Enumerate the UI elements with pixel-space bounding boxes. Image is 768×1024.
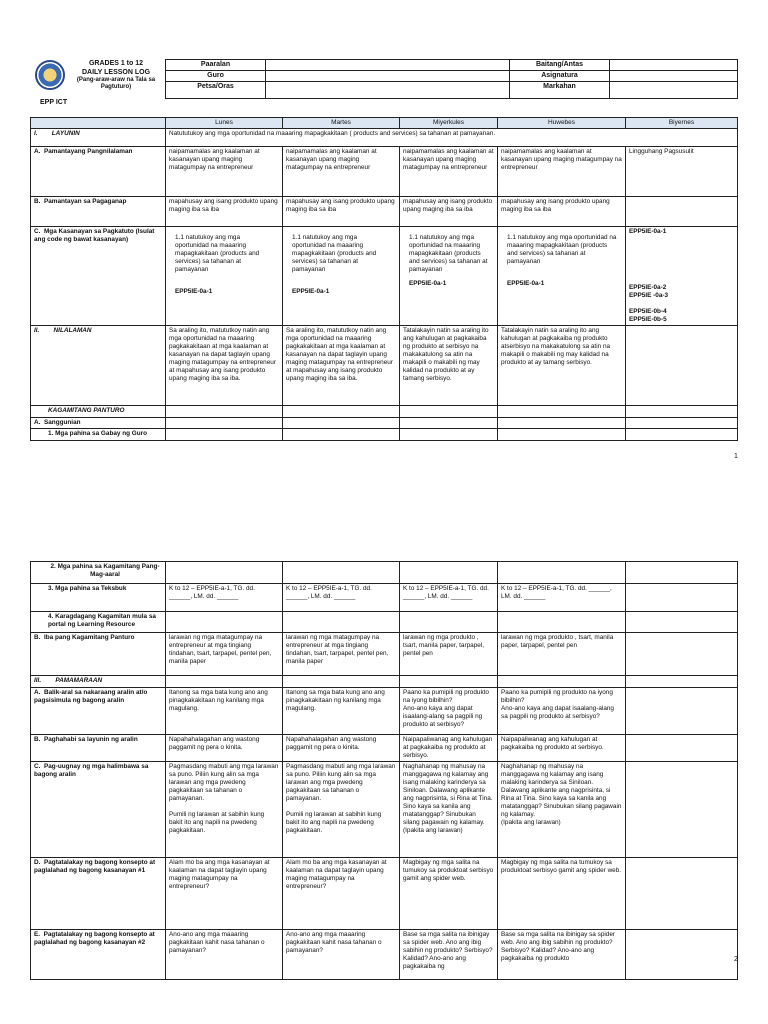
cell-kag-mon <box>166 406 283 418</box>
cell-c-tue: 1.1 natutukoy ang mga oportunidad na maaaring mapagkakitaan (products and services) sa tahanan at pamayanan EPP5IE-0a-1 <box>283 227 400 326</box>
petsa-field[interactable] <box>266 82 510 99</box>
cell-b-fri <box>626 197 738 227</box>
sanggunian-label: A. Sanggunian <box>31 418 166 429</box>
guro-field[interactable] <box>266 71 510 82</box>
cell-r3-fri <box>626 612 738 633</box>
label-markahan: Markahan <box>510 82 610 99</box>
cell-pam-tue <box>283 676 400 688</box>
cell-r1-tue <box>283 562 400 584</box>
asignatura-field[interactable] <box>610 71 738 82</box>
cell-pam-fri <box>626 676 738 688</box>
cell-rd-thu: Magbigay ng mga salita na tumukoy sa produktoat serbisyo gamit ang spider web. <box>498 858 626 930</box>
cell-pam-thu <box>498 676 626 688</box>
cell-b-thu: mapahusay ang isang produkto upang maging iba sa iba <box>498 197 626 227</box>
nilalaman-label: II. NILALAMAN <box>31 326 166 406</box>
label-paaralan: Paaralan <box>166 60 266 71</box>
cell-a-thu: naipamamalas ang kaalaman at kasanayan upang maging matagumpay na entrepreneur <box>498 147 626 197</box>
layunin-text: Natututukoy ang mga oportunidad na maaaring mapagkakitaan ( products and services) sa tahanan at pamayanan. <box>166 129 738 147</box>
cell-kag-thu <box>498 406 626 418</box>
cell-r2-tue: K to 12 – EPP5IE-a-1, TG. dd. ______, LM. dd. ______ <box>283 584 400 612</box>
kasanayan-label: C. Mga Kasanayan sa Pagkatuto (Isulat ang code ng bawat kasanayan) <box>31 227 166 326</box>
corner-cell <box>31 118 166 129</box>
cell-c-wed: 1.1 natutukoy ang mga oportunidad na maaaring mapagkakitaan (products and services) sa tahanan at pamayanan EPP5IE-0a-1 <box>400 227 498 326</box>
cell-nil-mon: Sa araling ito, matututkoy natin ang mga oportunidad na maaaring pagkakakitaan at mga kaalaman at kasanayan na dapat taglayin upang maging matagumpay na entrepreneur at mapahusay ang isang produkto upang maging iba sa iba. <box>166 326 283 406</box>
cell-sang-wed <box>400 418 498 429</box>
deped-seal-logo <box>35 60 65 90</box>
page-number-2: 2 <box>734 956 738 963</box>
balik-aral-label: A. Balik-aral sa nakaraang aralin at/o pagsisimula ng bagong aralin <box>31 688 166 735</box>
lesson-table-page2 <box>30 561 738 980</box>
cell-ra-mon: Itanong sa mga bata kung ano ang pinagkakakitaan ng kanilang mga magulang. <box>166 688 283 735</box>
cell-r1-wed <box>400 562 498 584</box>
cell-re-wed: Base sa mga salita na ibinigay sa spider web. Ano ang ibig sabihin ng produkto? Serbisyo? Kalidad? Ano-ano ang pagkakaiba ng <box>400 930 498 980</box>
cell-rc-mon: Pagmasdang mabuti ang mga larawan sa puno. Piliin kung alin sa mga larawan ang mga pwedeng pagkakitaan sa tahanan o pamayanan. Pumili ng larawan at sabihin kung bakit ito ang napili na pwedeng pagkakitaan. <box>166 762 283 858</box>
cell-rc-fri <box>626 762 738 858</box>
cell-r2-wed: K to 12 – EPP5IE-a-1, TG. dd. ______, LM. dd. ______ <box>400 584 498 612</box>
cell-sang-tue <box>283 418 400 429</box>
paaralan-field[interactable] <box>266 60 510 71</box>
cell-re-thu: Base sa mga salita na ibinigay sa spider web. Ano ang ibig sabihin ng produkto? Serbisyo? Kalidad? Ano-ano ang pagkakaiba ng produkto <box>498 930 626 980</box>
cell-r4-wed: larawan ng mga produkto , tsart, manila paper, tarpapel, pentel pen <box>400 633 498 676</box>
iba-pang-kagamitan-label: B. Iba pang Kagamitang Panturo <box>31 633 166 676</box>
cell-r1-thu <box>498 562 626 584</box>
cell-kag-tue <box>283 406 400 418</box>
cell-nil-thu: Tatalakayin natin sa araling ito ang kahulugan at pagkakaiba ng produkto atserbisyo na makakatulong sa atin na makapili o makabili ng may kalidad na produkto at ay tamang serbisyo. <box>498 326 626 406</box>
day-friday: Biyernes <box>626 118 738 129</box>
cell-rb-tue: Napahahalagahan ang wastong paggamit ng pera o kinita. <box>283 735 400 762</box>
label-asignatura: Asignatura <box>510 71 610 82</box>
cell-rc-wed: Naghahanap ng mahusay na manggagawa ng kalamay ang isang malaking karinderya sa Siniloan. Dalawang aplikante ang nagprisinta, si Rina at Tina. Sino kaya sa kanila ang matatanggap? Sinubukan silang pagawain ng kalamay. (Ipakita ang larawan) <box>400 762 498 858</box>
cell-kag-wed <box>400 406 498 418</box>
pagtatalakay-2-label: E. Pagtatalakay ng bagong konsepto at paglalahad ng bagong kasanayan #2 <box>31 930 166 980</box>
cell-rb-fri <box>626 735 738 762</box>
cell-nil-fri <box>626 326 738 406</box>
cell-pam-mon <box>166 676 283 688</box>
label-petsa: Petsa/Oras <box>166 82 266 99</box>
cell-sang-thu <box>498 418 626 429</box>
cell-pam-wed <box>400 676 498 688</box>
kagamitang-pang-mag-aaral-label: 2. Mga pahina sa Kagamitang Pang-Mag-aaral <box>31 562 166 584</box>
day-tuesday: Martes <box>283 118 400 129</box>
cell-rb-thu: Naipapaliwanag ang kahulugan at pagkakaiba ng produkto at serbisyo. <box>498 735 626 762</box>
kagamitang-label: KAGAMITANG PANTURO <box>31 406 166 418</box>
grades-title: GRADES 1 to 12 <box>88 60 144 67</box>
cell-gabay-mon <box>166 429 283 441</box>
cell-ra-thu: Paano ka pumipili ng produkto na iyong bibilhin? Ano-ano kaya ang dapat isaalang-alang sa pagpili ng produkto at serbisyo? <box>498 688 626 735</box>
pamamaraan-label: III. PAMAMARAAN <box>31 676 166 688</box>
cell-r3-tue <box>283 612 400 633</box>
pag-uugnay-label: C. Pag-uugnay ng mga halimbawa sa bagong aralin <box>31 762 166 858</box>
baitang-field[interactable] <box>610 60 738 71</box>
cell-b-mon: mapahusay ang isang produkto upang maging iba sa iba <box>166 197 283 227</box>
cell-r4-thu: larawan ng mga produkto , tsart, manila paper, tarpapel, pentel pen <box>498 633 626 676</box>
pamantayan-pagaganap-label: B. Pamantayan sa Pagaganap <box>31 197 166 227</box>
day-thursday: Huwebes <box>498 118 626 129</box>
cell-gabay-thu <box>498 429 626 441</box>
cell-c-mon: 1.1 natutukoy ang mga oportunidad na maaaring mapagkakitaan (products and services) sa tahanan at pamayanan EPP5IE-0a-1 <box>166 227 283 326</box>
cell-c-thu: 1.1 natutukoy ang mga oportunidad na maaaring mapagkakitaan (products and services) sa tahanan at pamayanan EPP5IE-0a-1 <box>498 227 626 326</box>
cell-b-wed: mapahusay ang isang produkto upang maging iba sa iba <box>400 197 498 227</box>
day-wednesday: Miyerkules <box>400 118 498 129</box>
cell-re-mon: Ano-ano ang mga maaaring pagkakitaan kahit nasa tahanan o pamayanan? <box>166 930 283 980</box>
cell-c-fri: EPP5IE-0a-1 EPP5IE-0a-2 EPP5IE -0a-3 EPP5IE-0b-4 EPP5IE-0b-5 <box>626 227 738 326</box>
cell-rb-mon: Napahahalagahan ang wastong paggamit ng pera o kinita. <box>166 735 283 762</box>
cell-r2-mon: K to 12 – EPP5IE-a-1, TG. dd. ______, LM. dd. ______ <box>166 584 283 612</box>
cell-r4-fri <box>626 633 738 676</box>
cell-r1-mon <box>166 562 283 584</box>
label-baitang: Baitang/Antas <box>510 60 610 71</box>
cell-ra-wed: Paano ka pumipili ng produkto na iyong bibilhin? Ano-ano kaya ang dapat isaalang-alang sa pagpili ng produkto at serbisyo? <box>400 688 498 735</box>
cell-r4-tue: larawan ng mga matagumpay na entrepreneur at mga tingiang tindahan, tsart, tarpapel, pentel pen, manila paper <box>283 633 400 676</box>
pagtatalakay-1-label: D. Pagtatalakay ng bagong konsepto at paglalahad ng bagong kasanayan #1 <box>31 858 166 930</box>
cell-rd-tue: Alam mo ba ang mga kasanayan at kaalaman na dapat taglayin upang maging matagumpay na entrepreneur? <box>283 858 400 930</box>
cell-a-wed: naipamamalas ang kaalaman at kasanayan upang maging matagumpay na entrepreneur <box>400 147 498 197</box>
subject-label: EPP ICT <box>40 99 68 106</box>
cell-sang-fri <box>626 418 738 429</box>
dll-title: DAILY LESSON LOG <box>81 69 151 76</box>
cell-r4-mon: larawan ng mga matagumpay na entrepreneur at mga tingiang tindahan, tsart, tarpapel, pentel pen, manila paper <box>166 633 283 676</box>
day-monday: Lunes <box>166 118 283 129</box>
pamantayang-pangnilalaman-label: A. Pamantayang Pangnilalaman <box>31 147 166 197</box>
dll-subtitle: (Pang-araw-araw na Tala sa Pagtuturo) <box>76 77 156 90</box>
cell-a-tue: naipamamalas ang kaalaman at kasanayan upang maging matagumpay na entrepreneur <box>283 147 400 197</box>
cell-r1-fri <box>626 562 738 584</box>
cell-re-fri <box>626 930 738 980</box>
cell-sang-mon <box>166 418 283 429</box>
cell-gabay-fri <box>626 429 738 441</box>
cell-nil-wed: Tatalakayin natin sa araling ito ang kahulugan at pagkakaiba ng produkto at serbisyo na makakatulong sa atin na makapili o makabili ng may kalidad na produkto at ay tamang serbisyo. <box>400 326 498 406</box>
cell-r3-mon <box>166 612 283 633</box>
cell-gabay-tue <box>283 429 400 441</box>
header-table <box>165 59 738 99</box>
page-number-1: 1 <box>734 453 738 460</box>
cell-kag-fri <box>626 406 738 418</box>
cell-ra-tue: Itanong sa mga bata kung ano ang pinagkakakitaan ng kanilang mga magulang. <box>283 688 400 735</box>
gabay-label: 1. Mga pahina sa Gabay ng Guro <box>31 429 166 441</box>
teksbuk-label: 3. Mga pahina sa Teksbuk <box>31 584 166 612</box>
cell-gabay-wed <box>400 429 498 441</box>
cell-a-fri: Lingguhang Pagsusulit <box>626 147 738 197</box>
cell-ra-fri <box>626 688 738 735</box>
learning-resource-label: 4. Karagdagang Kagamitan mula sa portal ng Learning Resource <box>31 612 166 633</box>
cell-r2-thu: K to 12 – EPP5IE-a-1, TG. dd. ______, LM. dd. ______ <box>498 584 626 612</box>
cell-rd-fri <box>626 858 738 930</box>
cell-re-tue: Ano-ano ang mga maaaring pagkakitaan kahit nasa tahanan o pamayanan? <box>283 930 400 980</box>
markahan-field[interactable] <box>610 82 738 99</box>
cell-a-mon: naipamamalas ang kaalaman at kasanayan upang maging matagumpay na entrepreneur <box>166 147 283 197</box>
paghahabi-label: B. Paghahabi sa layunin ng aralin <box>31 735 166 762</box>
cell-rd-mon: Alam mo ba ang mga kasanayan at kaalaman na dapat taglayin upang maging matagumpay na entrepreneur? <box>166 858 283 930</box>
cell-b-tue: mapahusay ang isang produkto upang maging iba sa iba <box>283 197 400 227</box>
label-guro: Guro <box>166 71 266 82</box>
cell-nil-tue: Sa araling ito, matututkoy natin ang mga oportunidad na maaaring pagkakakitaan at mga kaalaman at kasanayan na dapat taglayin upang maging matagumpay na entrepreneur at mapahusay ang isang produkto upang maging iba sa iba. <box>283 326 400 406</box>
cell-r2-fri <box>626 584 738 612</box>
dll-title-block <box>70 59 162 91</box>
cell-rc-thu: Naghahanap ng mahusay na manggagawa ng kalamay ang isang malaking karinderya sa Siniloan. Dalawang aplikante ang nagprisinta, si Rina at Tina. Sino kaya sa kanila ang matatanggap? Sinubukan silang pagawain ng kalamay. (Ipakita ang larawan) <box>498 762 626 858</box>
cell-r3-wed <box>400 612 498 633</box>
cell-rb-wed: Naipapaliwanag ang kahulugan at pagkakaiba ng produkto at serbisyo. <box>400 735 498 762</box>
cell-r3-thu <box>498 612 626 633</box>
lesson-table-page1 <box>30 117 738 441</box>
cell-rd-wed: Magbigay ng mga salita na tumukoy sa produktoat serbisyo gamit ang spider web. <box>400 858 498 930</box>
cell-rc-tue: Pagmasdang mabuti ang mga larawan sa puno. Piliin kung alin sa mga larawan ang mga pwedeng pagkakitaan sa tahanan o pamayanan. Pumili ng larawan at sabihin kung bakit ito ang napili na pwedeng pagkakitaan. <box>283 762 400 858</box>
layunin-label: I. LAYUNIN <box>31 129 166 147</box>
